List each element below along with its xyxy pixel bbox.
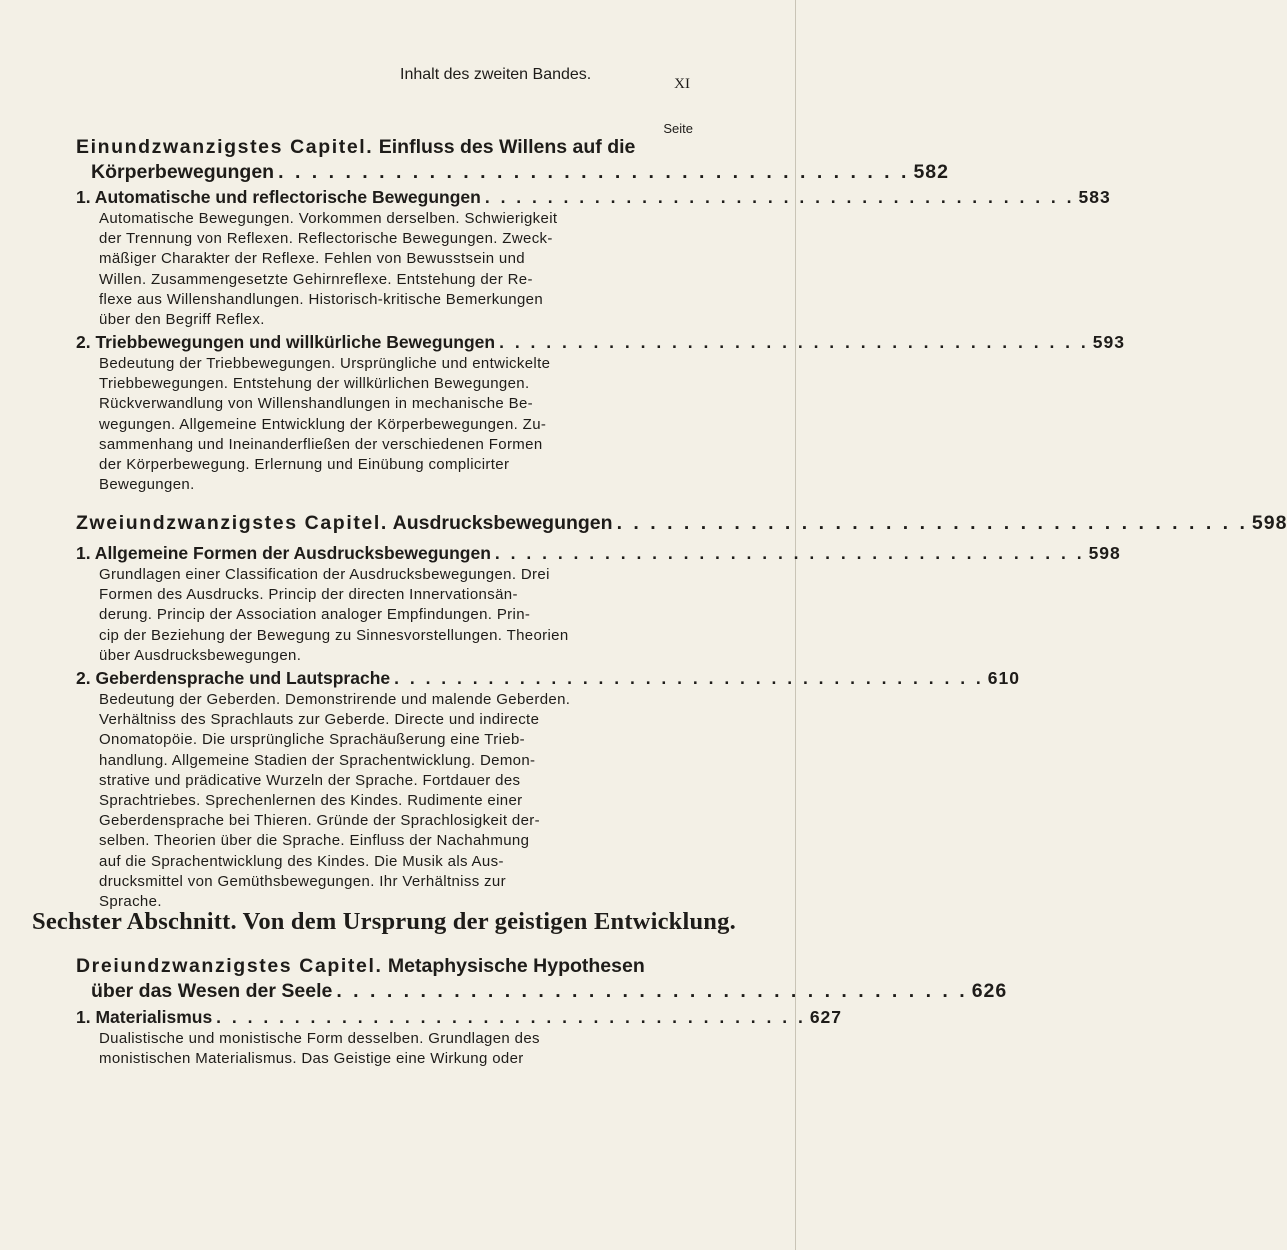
- chapter-page: 598: [1251, 512, 1287, 534]
- desc-line: der Körperbewegung. Erlernung und Einübung complicirter: [99, 456, 510, 474]
- desc-line: strative und prädicative Wurzeln der Sprache. Fortdauer des: [99, 771, 521, 789]
- section-title: 2. Triebbewegungen und willkürliche Bewegungen: [76, 332, 496, 352]
- desc-line: über den Begriff Reflex.: [99, 311, 265, 329]
- desc-line: Bedeutung der Geberden. Demonstrirende und malende Geberden.: [99, 691, 571, 708]
- desc-line: Willen. Zusammengesetzte Gehirnreflexe. Entstehung der Re-: [99, 270, 533, 288]
- section-description: [76, 690, 696, 912]
- part-heading: Sechster Abschnitt. Von dem Ursprung der geistigen Entwicklung.: [32, 908, 736, 935]
- desc-line: Dualistische und monistische Form desselben. Grundlagen des: [99, 1030, 540, 1047]
- section-description: [76, 209, 696, 330]
- dot-leader: . . . . . . . . . . . . . . . . . . . . . . . . . . . . . . . . . . . . . .: [616, 512, 1248, 534]
- desc-line: Verhältniss des Sprachlauts zur Geberde. Directe und indirecte: [99, 711, 540, 729]
- chapter-title: Einfluss des Willens auf die: [378, 136, 636, 158]
- section-description: [76, 565, 696, 666]
- chapter-page: 626: [971, 980, 1008, 1002]
- section-title: 1. Allgemeine Formen der Ausdrucksbewegungen: [76, 543, 491, 563]
- toc-section-22-1: [76, 542, 1121, 666]
- chapter-title: Ausdrucksbewegungen: [392, 512, 613, 534]
- dot-leader: . . . . . . . . . . . . . . . . . . . . . . . . . . . . . . . . . . . . . .: [336, 980, 968, 1002]
- section-page: 593: [1092, 332, 1125, 352]
- section-page: 583: [1078, 187, 1111, 207]
- section-page: 610: [987, 668, 1020, 688]
- page-number: XI: [674, 76, 690, 92]
- dot-leader: . . . . . . . . . . . . . . . . . . . . . . . . . . . . . . . . . . . . . .: [278, 161, 910, 183]
- desc-line: Bedeutung der Triebbewegungen. Ursprüngliche und entwickelte: [99, 355, 551, 372]
- desc-line: Sprachtriebes. Sprechenlernen des Kindes. Rudimente einer: [99, 792, 523, 810]
- chapter-title-cont: Körperbewegungen: [91, 161, 275, 183]
- section-page: 627: [809, 1007, 843, 1027]
- toc-section-21-1: [76, 186, 1111, 330]
- section-description: [76, 1029, 696, 1069]
- dot-leader: . . . . . . . . . . . . . . . . . . . . . . . . . . . . . . . . . . . . . .: [484, 187, 1075, 207]
- dot-leader: . . . . . . . . . . . . . . . . . . . . . . . . . . . . . . . . . . . . . .: [216, 1007, 806, 1027]
- section-description: [76, 354, 696, 495]
- section-page: 598: [1088, 543, 1121, 563]
- desc-line: sammenhang und Ineinanderfließen der verschiedenen Formen: [99, 435, 543, 453]
- desc-line: mäßiger Charakter der Reflexe. Fehlen von Bewusstsein und: [99, 250, 525, 268]
- chapter-page: 582: [913, 161, 949, 183]
- chapter-ordinal: Zweiundzwanzigstes Capitel.: [76, 512, 388, 534]
- toc-section-22-2: [76, 667, 1020, 912]
- desc-line: Automatische Bewegungen. Vorkommen derselben. Schwierigkeit: [99, 210, 558, 227]
- desc-line: Triebbewegungen. Entstehung der willkürlichen Bewegungen.: [99, 375, 530, 393]
- chapter-title: Metaphysische Hypothesen: [387, 955, 645, 977]
- toc-section-21-2: [76, 331, 1125, 495]
- dot-leader: . . . . . . . . . . . . . . . . . . . . . . . . . . . . . . . . . . . . . .: [494, 543, 1085, 563]
- desc-line: auf die Sprachentwicklung des Kindes. Die Musik als Aus-: [99, 852, 504, 870]
- desc-line: derung. Princip der Association analoger Empfindungen. Prin-: [99, 606, 531, 624]
- desc-line: cip der Beziehung der Bewegung zu Sinnesvorstellungen. Theorien: [99, 626, 569, 644]
- running-title: Inhalt des zweiten Bandes.: [400, 66, 592, 83]
- desc-line: handlung. Allgemeine Stadien der Sprachentwicklung. Demon-: [99, 751, 536, 769]
- chapter-ordinal: Einundzwanzigstes Capitel.: [76, 136, 374, 158]
- dot-leader: . . . . . . . . . . . . . . . . . . . . . . . . . . . . . . . . . . . . . .: [394, 668, 984, 688]
- toc-section-23-1: [76, 1006, 843, 1069]
- seite-column-label: Seite: [663, 121, 693, 136]
- desc-line: Onomatopöie. Die ursprüngliche Sprachäußerung eine Trieb-: [99, 731, 526, 749]
- desc-line: über Ausdrucksbewegungen.: [99, 646, 302, 664]
- chapter-22-heading: [76, 511, 1287, 536]
- section-title: 1. Materialismus: [76, 1007, 213, 1027]
- chapter-21-heading: [76, 135, 949, 185]
- chapter-23-heading: [76, 954, 1008, 1004]
- desc-line: Formen des Ausdrucks. Princip der directen Innervationsän-: [99, 586, 518, 604]
- desc-line: der Trennung von Reflexen. Reflectorische Bewegungen. Zweck-: [99, 230, 553, 248]
- desc-line: wegungen. Allgemeine Entwicklung der Körperbewegungen. Zu-: [99, 415, 547, 433]
- desc-line: Geberdensprache bei Thieren. Gründe der Sprachlosigkeit der-: [99, 812, 540, 830]
- desc-line: flexe aus Willenshandlungen. Historisch-kritische Bemerkungen: [99, 290, 544, 308]
- desc-line: Sprache.: [99, 893, 162, 911]
- desc-line: Rückverwandlung von Willenshandlungen in mechanische Be-: [99, 395, 534, 413]
- desc-line: Grundlagen einer Classification der Ausdrucksbewegungen. Drei: [99, 566, 550, 583]
- chapter-ordinal: Dreiundzwanzigstes Capitel.: [76, 955, 383, 977]
- chapter-title-cont: über das Wesen der Seele: [91, 980, 333, 1002]
- dot-leader: . . . . . . . . . . . . . . . . . . . . . . . . . . . . . . . . . . . . . .: [499, 332, 1089, 352]
- desc-line: Bewegungen.: [99, 476, 195, 494]
- desc-line: selben. Theorien über die Sprache. Einfluss der Nachahmung: [99, 832, 530, 850]
- section-title: 2. Geberdensprache und Lautsprache: [76, 668, 391, 688]
- desc-line: monistischen Materialismus. Das Geistige eine Wirkung oder: [99, 1050, 524, 1068]
- section-title: 1. Automatische und reflectorische Bewegungen: [76, 187, 481, 207]
- desc-line: drucksmittel von Gemüthsbewegungen. Ihr Verhältniss zur: [99, 872, 506, 890]
